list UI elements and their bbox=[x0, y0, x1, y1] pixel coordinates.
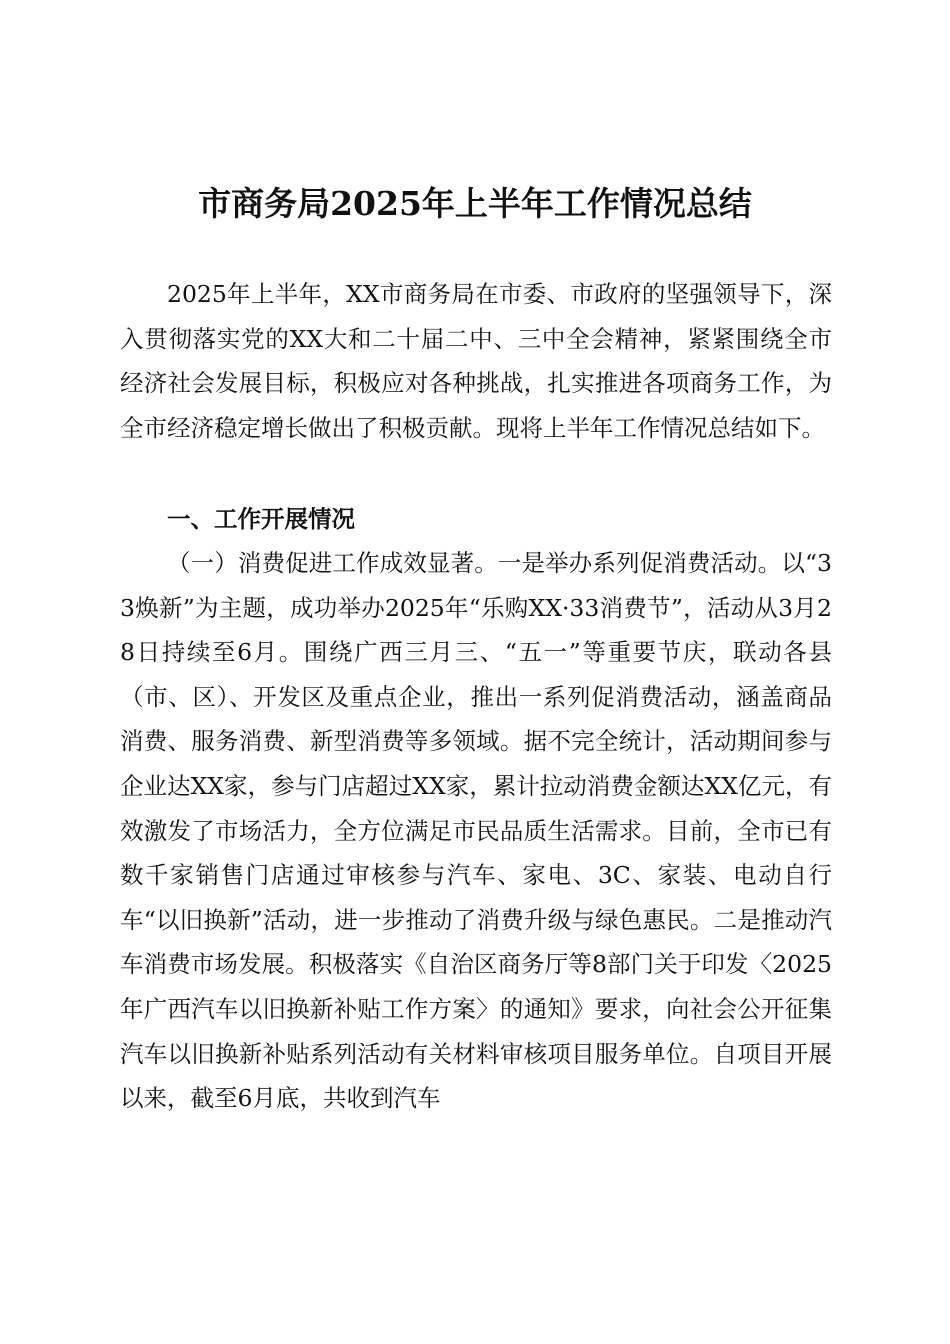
document-title: 市商务局2025年上半年工作情况总结 bbox=[198, 184, 752, 223]
section-paragraph: （一）消费促进工作成效显著。一是举办系列促消费活动。以“33焕新”为主题，成功举办2025年“乐购XX·33消费节”，活动从3月28日持续至6月。围绕广西三月三、“五一”等重要节庆，联动各县（市、区）、开发区及重点企业，推出一系列促消费活动，涵盖商品消费、服务消费、新型消费等多领域。据不完全统计，活动期间参与企业达XX家，参与门店超过XX家，累计拉动消费金额达XX亿元，有效激发了市场活力，全方位满足市民品质生活需求。目前，全市已有数千家销售门店通过审核参与汽车、家电、3C、家装、电动自行车“以旧换新”活动，进一步推动了消费升级与绿色惠民。二是推动汽车消费市场发展。积极落实《自治区商务厅等8部门关于印发〈2025年广西汽车以旧换新补贴工作方案〉的通知》要求，向社会公开征集汽车以旧换新补贴系列活动有关材料审核项目服务单位。自项目开展以来，截至6月底，共收到汽车 bbox=[120, 549, 832, 1113]
section-heading: 一、工作开展情况 bbox=[167, 505, 355, 533]
intro-paragraph: 2025年上半年，XX市商务局在市委、市政府的坚强领导下，深入贯彻落实党的XX大和二十届二中、三中全会精神，紧紧围绕全市经济社会发展目标，积极应对各种挑战，扎实推进各项商务工作，为全市经济稳定增长做出了积极贡献。现将上半年工作情况总结如下。 bbox=[120, 280, 832, 442]
